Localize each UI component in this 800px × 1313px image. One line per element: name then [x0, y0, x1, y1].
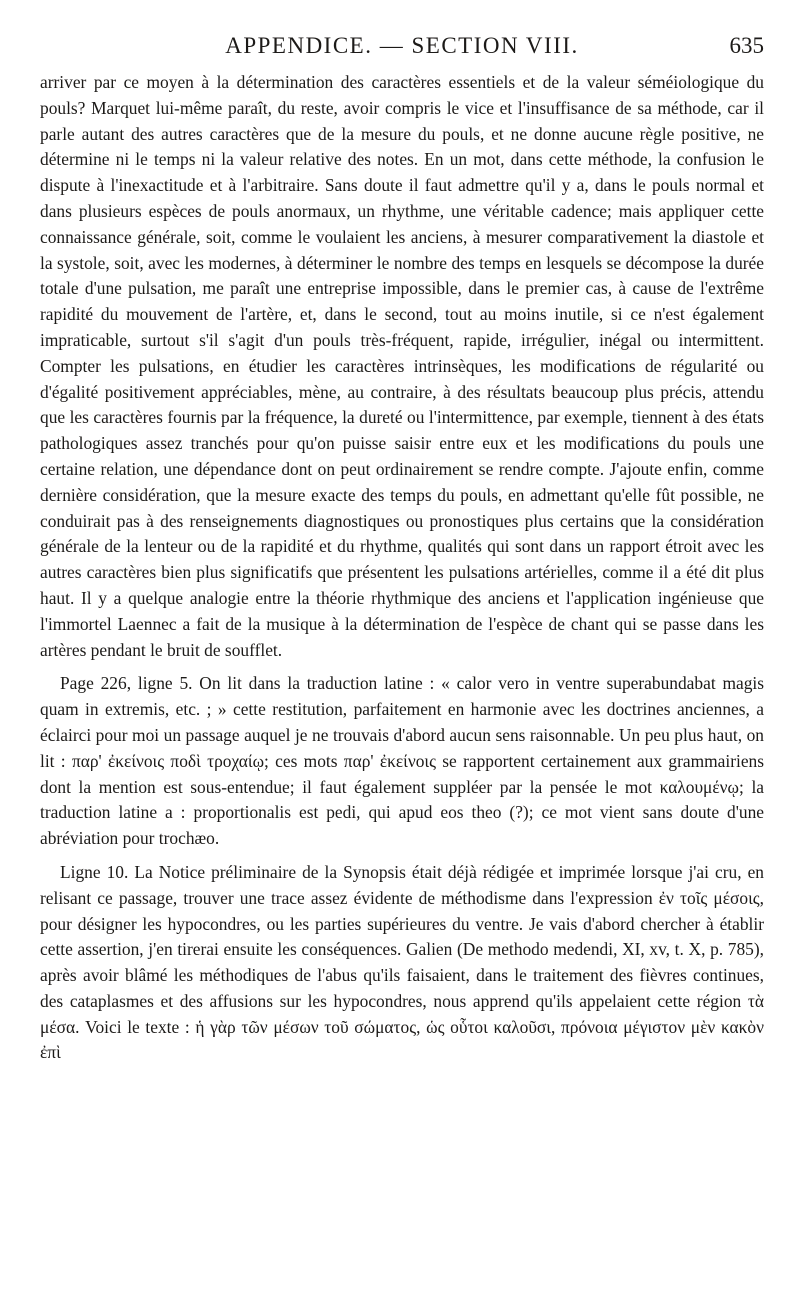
paragraph-page-226: Page 226, ligne 5. On lit dans la traduction latine : « calor vero in ventre superabundabat magis quam in extremis, etc. ; » cette restitution, parfaitement en harmonie avec les doctrines anciennes, a éclairci pour moi un passage auquel je ne trouvais d'abord aucun sens raisonnable. Un peu plus haut, on lit : παρ' ἐκείνοις ποδὶ τροχαίῳ; ces mots παρ' ἐκείνοις se rapportent certainement aux grammairiens dont la mention est sous-entendue; il faut également suppléer par la pensée le mot καλουμένῳ; la traduction latine a : proportionalis est pedi, qui apud eos theo (?); ce mot vient sans doute d'une abréviation pour trochæo.: [40, 673, 764, 849]
page-number: 635: [729, 33, 764, 58]
page-header: [40, 30, 764, 70]
body-text: [40, 70, 764, 1066]
paragraph-ligne-10: Ligne 10. La Notice préliminaire de la Synopsis était déjà rédigée et imprimée lorsque j'ai cru, en relisant ce passage, trouver une trace assez évidente de méthodisme dans l'expression ἐν τοῖς μέσοις, pour désigner les hypocondres, ou les parties supérieures du ventre. Je vais d'abord chercher à établir cette assertion, j'en tirerai ensuite les conséquences. Galien (De methodo medendi, XI, xv, t. X, p. 785), après avoir blâmé les méthodiques de l'abus qu'ils faisaient, dans le traitement des fièvres continues, des cataplasmes et des affusions sur les hypocondres, nous apprend qu'ils appelaient cette région τὰ μέσα. Voici le texte : ἡ γὰρ τῶν μέσων τοῦ σώματος, ὡς οὗτοι καλοῦσι, πρόνοια μέγιστον μὲν κακὸν ἐπὶ: [40, 861, 764, 1063]
paragraph-pulse-method: arriver par ce moyen à la détermination des caractères essentiels et de la valeur séméiologique du pouls? Marquet lui-même paraît, du reste, avoir compris le vice et l'insuffisance de sa méthode, car il parle autant des autres caractères que de la mesure du pouls, et ne donne aucune règle positive, ne détermine ni le temps ni la valeur relative des notes. En un mot, dans cette méthode, la confusion le dispute à l'inexactitude et à l'arbitraire. Sans doute il faut admettre qu'il y a, dans le pouls normal et dans plusieurs espèces de pouls anormaux, un rhythme, une véritable cadence; mais appliquer cette connaissance générale, soit, comme le voulaient les anciens, à mesurer comparativement la diastole et la systole, soit, avec les modernes, à déterminer le nombre des temps en lesquels se décompose la durée totale d'une pulsation, me paraît une entreprise impossible, dans le premier cas, à cause de l'extrême rapidité du mouvement de l'artère, et, dans le second, tout au moins inutile, si ce n'est également impraticable, surtout s'il s'agit d'un pouls très-fréquent, rapide, irrégulier, inégal ou intermittent. Compter les pulsations, en étudier les caractères intrinsèques, les modifications de régularité ou d'égalité positivement appréciables, mène, au contraire, à des résultats beaucoup plus précis, attendu que les caractères fournis par la fréquence, la dureté ou l'intermittence, par exemple, tiennent à des états pathologiques assez tranchés pour qu'on puisse saisir entre eux et les modifications du pouls une certaine relation, une dépendance dont on peut ordinairement se rendre compte. J'ajoute enfin, comme dernière considération, que la mesure exacte des temps du pouls, en admettant qu'elle fût possible, ne conduirait pas à des renseignements diagnostiques ou pronostiques plus certains que la considération générale de la lenteur ou de la rapidité et du rhythme, qualités qui sont dans un rapport étroit avec les autres caractères bien plus significatifs que présentent les pulsations artérielles, comme il a été dit plus haut. Il y a quelque analogie entre la théorie rhythmique des anciens et l'application ingénieuse que l'immortel Laennec a fait de la musique à la détermination de l'espèce de chant qui se passe dans les artères pendant le bruit de soufflet.: [40, 72, 764, 660]
running-title: APPENDICE. — SECTION VIII.: [225, 33, 579, 58]
